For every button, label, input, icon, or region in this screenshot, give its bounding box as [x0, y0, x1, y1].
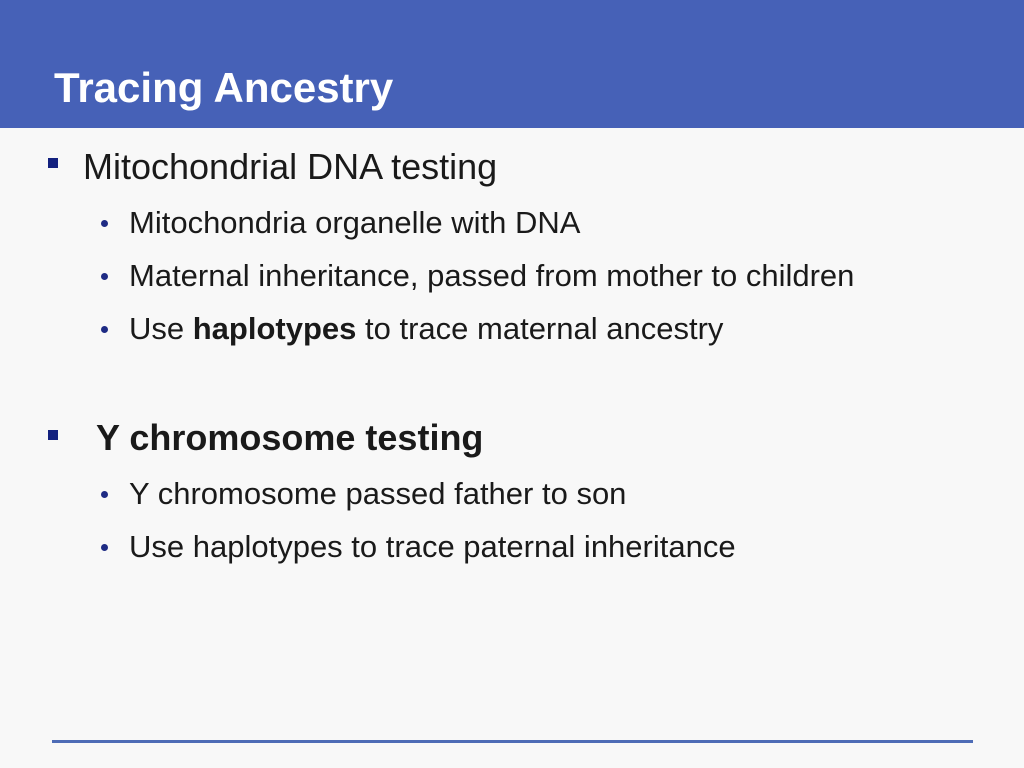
bullet-item: Mitochondria organelle with DNA: [129, 205, 581, 240]
square-bullet-icon: [48, 158, 58, 168]
bullet-item: Y chromosome passed father to son: [129, 476, 627, 511]
dot-bullet-icon: [101, 326, 108, 333]
bullet-text-pre: Use: [129, 311, 193, 346]
section-heading-ychromosome: Y chromosome testing: [96, 417, 484, 458]
square-bullet-icon: [48, 430, 58, 440]
dot-bullet-icon: [101, 544, 108, 551]
title-bar: [0, 0, 1024, 128]
bullet-text-bold: haplotypes: [192, 311, 357, 346]
dot-bullet-icon: [101, 220, 108, 227]
bullet-text-post: to trace maternal ancestry: [356, 311, 724, 346]
slide-title: Tracing Ancestry: [54, 64, 394, 111]
bullet-item: [129, 309, 723, 349]
dot-bullet-icon: [101, 491, 108, 498]
bullet-item: Use haplotypes to trace paternal inheritance: [129, 529, 736, 564]
section-heading-mtdna: Mitochondrial DNA testing: [83, 146, 498, 187]
dot-bullet-icon: [101, 273, 108, 280]
footer-divider: [52, 740, 973, 743]
bullet-item: Maternal inheritance, passed from mother to children: [129, 258, 855, 293]
